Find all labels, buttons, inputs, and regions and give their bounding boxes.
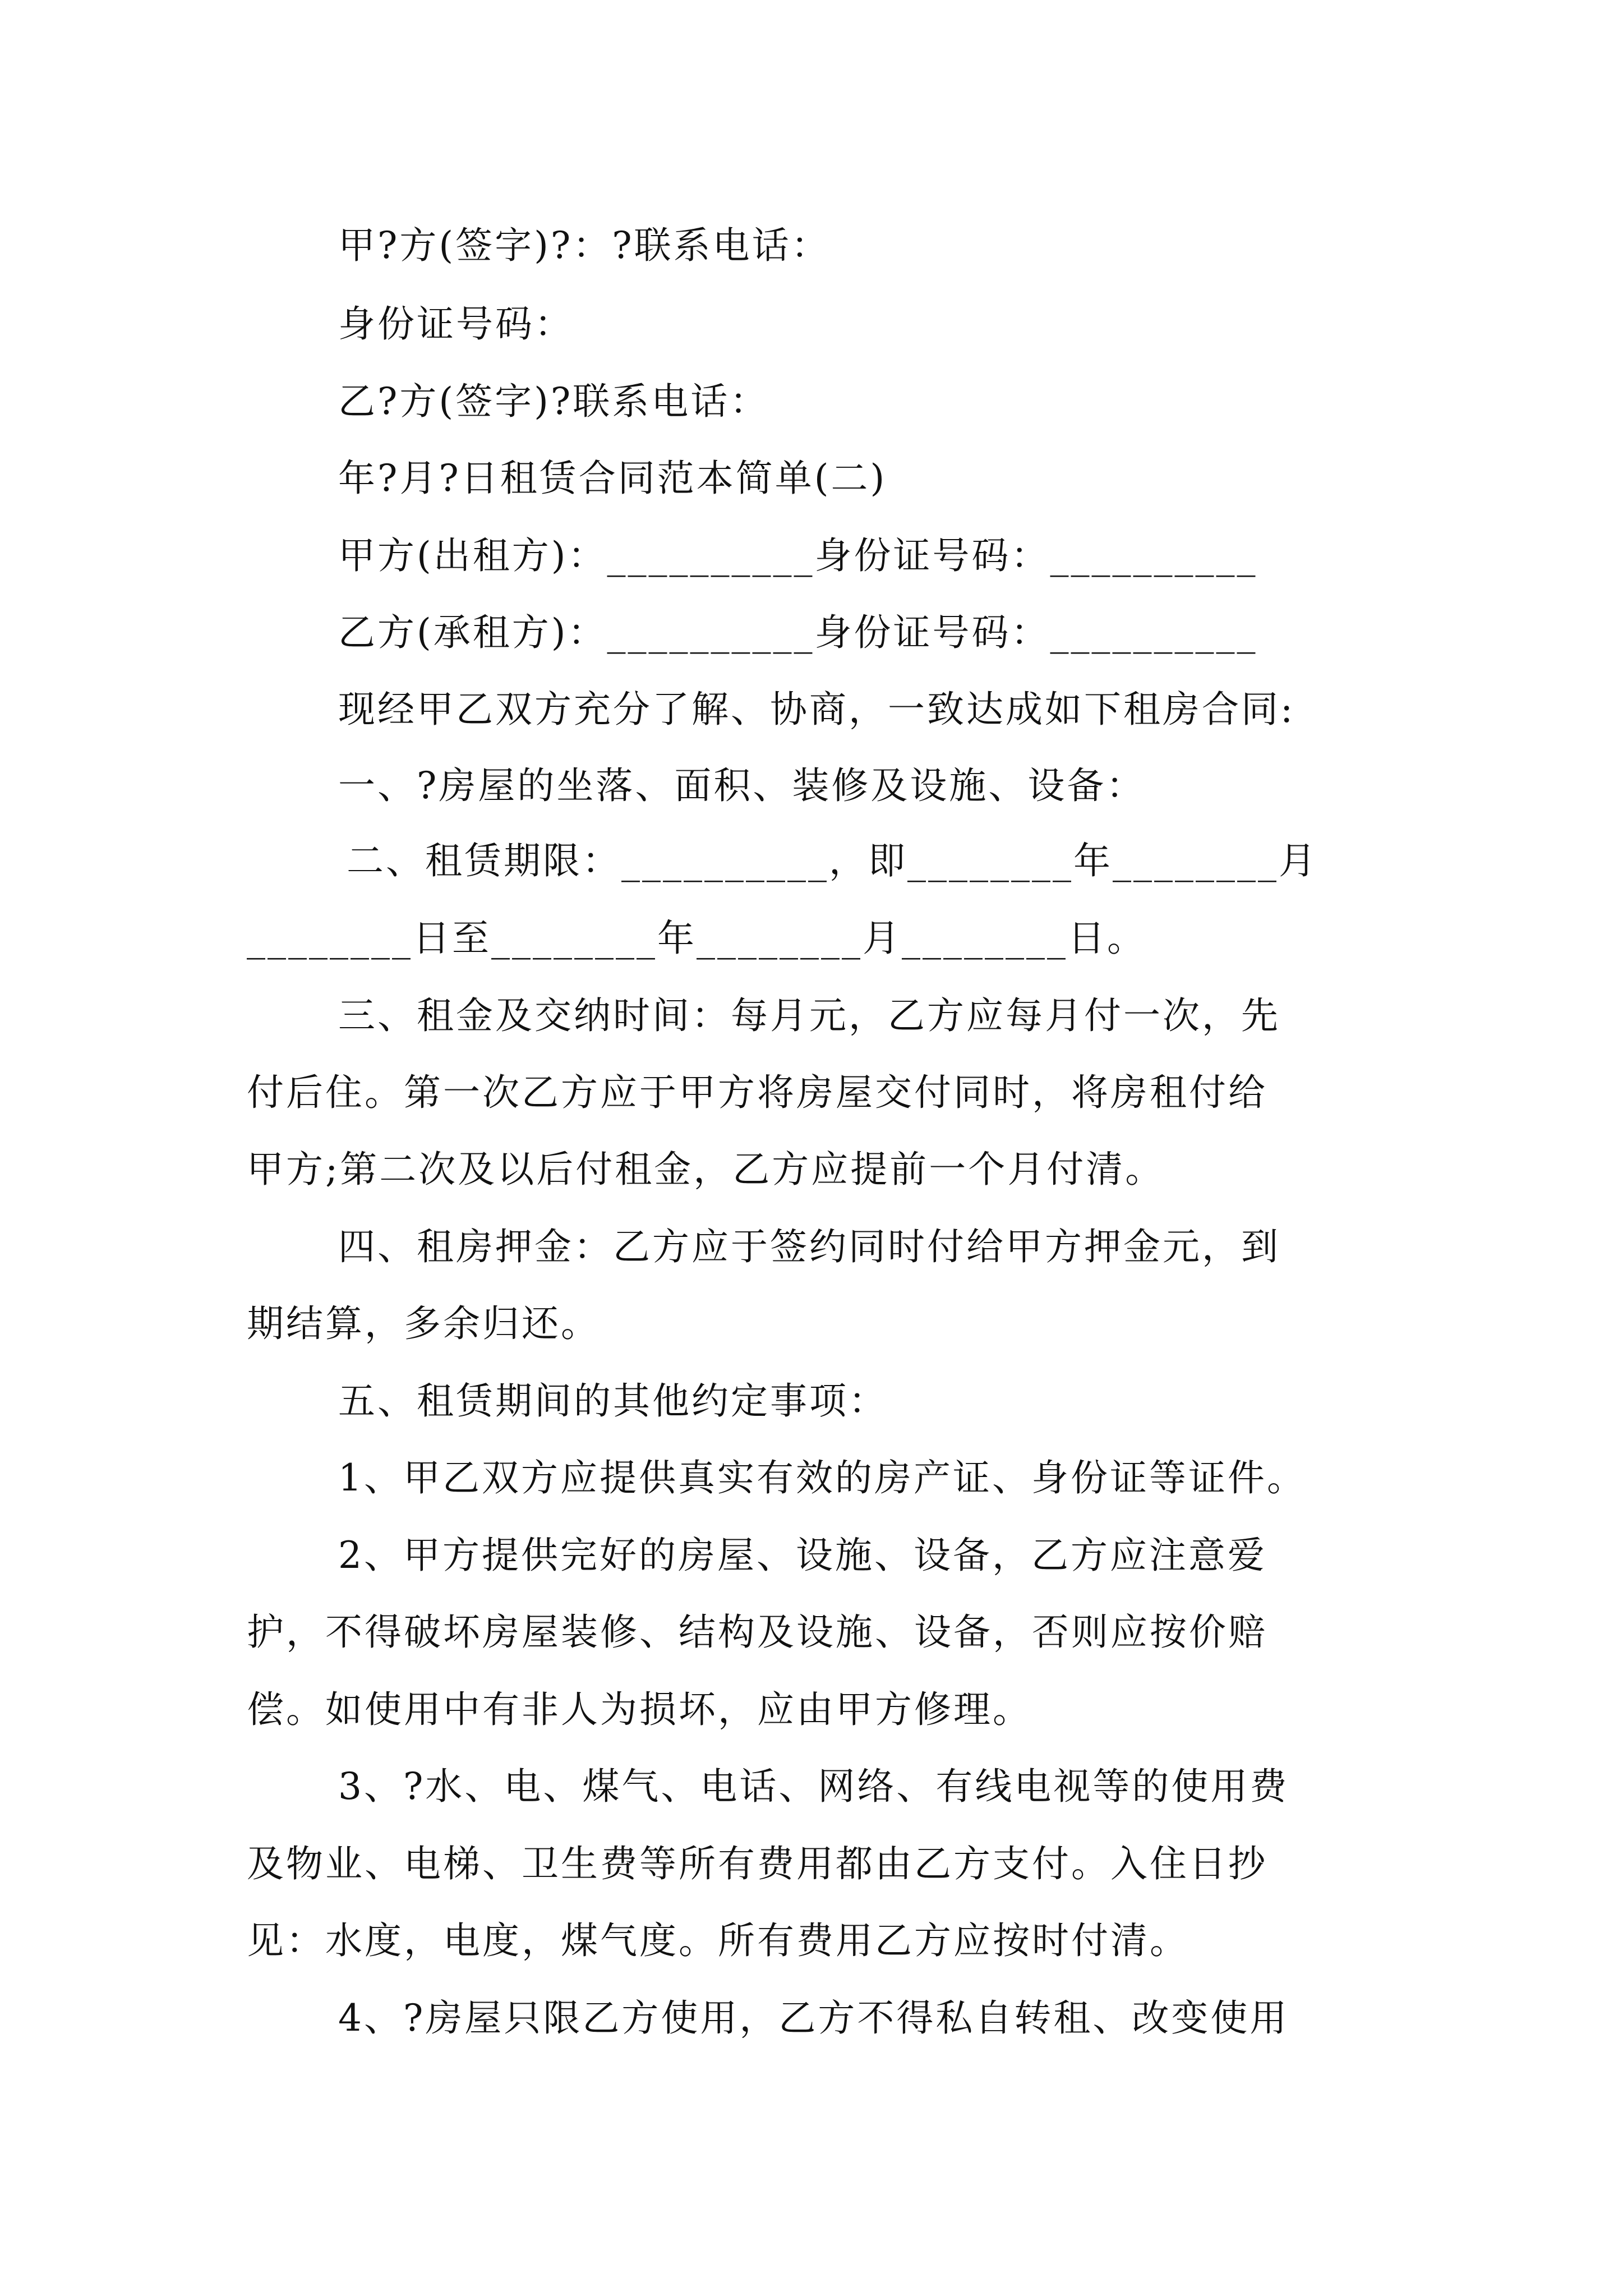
date-and-title-line: 年?月?日租赁合同范本简单(二)	[338, 457, 887, 500]
clause-2-line-2: ________日至________年________月________日。	[247, 917, 1146, 960]
id-number-line: 身份证号码：	[338, 302, 574, 346]
item-3-line-2: 及物业、电梯、卫生费等所有费用都由乙方支付。入住日抄	[247, 1842, 1267, 1885]
clause-4-line-2: 期结算，多余归还。	[247, 1302, 600, 1345]
clause-4-line-1: 四、租房押金：乙方应于签约同时付给甲方押金元，到	[338, 1225, 1280, 1268]
item-3-line-1: 3、?水、电、煤气、电话、网络、有线电视等的使用费	[338, 1765, 1289, 1808]
lessor-line: 甲方(出租方)：__________身份证号码：__________	[338, 534, 1258, 577]
clause-2-line-1: 二、租赁期限：__________，即________年________月	[347, 839, 1318, 882]
intro-paragraph: 现经甲乙双方充分了解、协商，一致达成如下租房合同:	[338, 688, 1295, 731]
item-4-line-1: 4、?房屋只限乙方使用，乙方不得私自转租、改变使用	[338, 1996, 1289, 2040]
party-a-signature-line: 甲?方(签字)?：?联系电话：	[338, 224, 831, 267]
party-b-signature-line: 乙?方(签字)?联系电话：	[338, 380, 769, 423]
clause-3-line-3: 甲方;第二次及以后付租金，乙方应提前一个月付清。	[247, 1148, 1165, 1191]
clause-5-heading: 五、租赁期间的其他约定事项：	[338, 1379, 888, 1423]
item-2-line-1: 2、甲方提供完好的房屋、设施、设备，乙方应注意爱	[338, 1534, 1267, 1577]
clause-1-heading: 一、?房屋的坐落、面积、装修及设施、设备：	[338, 764, 1146, 807]
item-2-line-2: 护，不得破坏房屋装修、结构及设施、设备，否则应按价赔	[247, 1611, 1267, 1654]
clause-3-line-2: 付后住。第一次乙方应于甲方将房屋交付同时，将房租付给	[247, 1071, 1267, 1114]
lessee-line: 乙方(承租方)：__________身份证号码：__________	[338, 611, 1258, 654]
item-2-line-3: 偿。如使用中有非人为损坏，应由甲方修理。	[247, 1688, 1032, 1731]
clause-3-line-1: 三、租金及交纳时间：每月元，乙方应每月付一次，先	[338, 994, 1280, 1037]
item-1-line-1: 1、甲乙双方应提供真实有效的房产证、身份证等证件。	[338, 1456, 1306, 1499]
item-3-line-3: 见：水度，电度，煤气度。所有费用乙方应按时付清。	[247, 1919, 1189, 1962]
